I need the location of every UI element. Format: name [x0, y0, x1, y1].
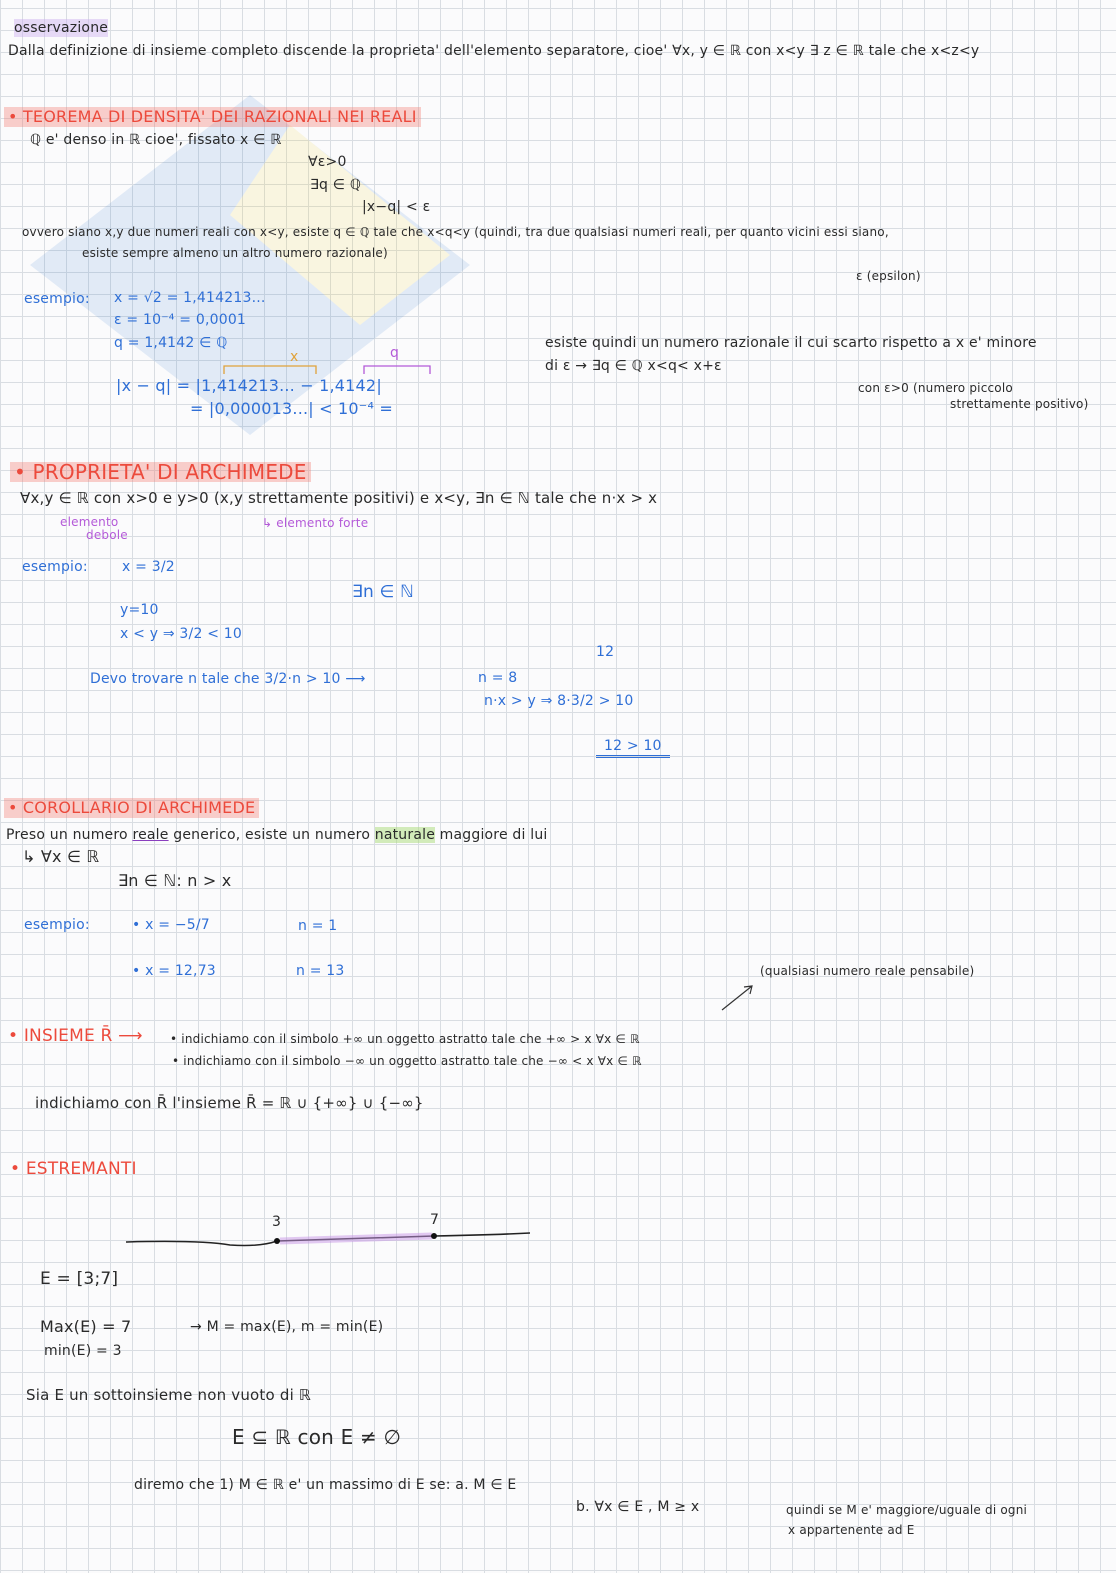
- densita-ovvero: ovvero siano x,y due numeri reali con x<y, esiste q ∈ ℚ tale che x<q<y (quindi, tra due qualsiasi numeri reali, per quanto vicini essi siano,: [22, 225, 889, 239]
- example-line: = |0,000013...| < 10⁻⁴ =: [190, 399, 393, 418]
- point-3: [274, 1238, 280, 1244]
- estremanti-line: min(E) = 3: [44, 1343, 122, 1359]
- number-line-label: 3: [272, 1214, 282, 1230]
- insieme-line: • indichiamo con il simbolo −∞ un oggetto astratto tale che −∞ < x ∀x ∈ ℝ: [172, 1054, 642, 1068]
- estremanti-line: b. ∀x ∈ E , M ≥ x: [576, 1499, 700, 1515]
- estremanti-line: E ⊆ ℝ con E ≠ ∅: [232, 1425, 402, 1449]
- arrow-icon: [718, 982, 758, 1014]
- note-qualsiasi: (qualsiasi numero reale pensabile): [760, 964, 975, 978]
- heading-estremanti: • ESTREMANTI: [10, 1159, 137, 1179]
- densita-line: ∃q ∈ ℚ: [310, 177, 362, 193]
- heading-densita: • TEOREMA DI DENSITA' DEI RAZIONALI NEI REALI: [4, 107, 421, 127]
- example-line: n·x > y ⇒ 8·3/2 > 10: [484, 693, 634, 709]
- example-line: n = 8: [478, 670, 518, 686]
- corollario-text: [6, 826, 548, 844]
- estremanti-line: → M = max(E), m = min(E): [190, 1319, 384, 1335]
- heading-archimede: • PROPRIETA' DI ARCHIMEDE: [10, 462, 311, 482]
- estremanti-line: Max(E) = 7: [40, 1317, 132, 1336]
- estremanti-line: diremo che 1) M ∈ ℝ e' un massimo di E se: a. M ∈ E: [134, 1477, 517, 1493]
- example-line: n = 1: [298, 918, 338, 934]
- number-line-label: 7: [430, 1212, 440, 1228]
- section-title-osservazione: osservazione: [14, 20, 109, 36]
- text: maggiore di lui: [435, 827, 548, 843]
- brace-label-q: q: [390, 345, 400, 361]
- estremanti-note: x appartenente ad E: [788, 1523, 915, 1537]
- densita-line: ∀ε>0: [308, 154, 347, 170]
- example-line: 12: [596, 644, 615, 660]
- estremanti-note: quindi se M e' maggiore/uguale di ogni: [786, 1503, 1028, 1517]
- estremanti-line: Sia E un sottoinsieme non vuoto di ℝ: [26, 1386, 311, 1404]
- example-line: x = √2 = 1,414213...: [114, 290, 266, 306]
- corollario-line: ↳ ∀x ∈ ℝ: [22, 847, 100, 866]
- example-line: x = 3/2: [122, 559, 175, 575]
- number-line: [120, 1205, 540, 1255]
- example-line: n = 13: [296, 963, 345, 979]
- insieme-def: indichiamo con R̄ l'insieme R̄ = ℝ ∪ {+∞} ∪ {−∞}: [35, 1094, 424, 1112]
- example-line: Devo trovare n tale che 3/2·n > 10 ⟶: [90, 671, 366, 687]
- example-line: ∃n ∈ ℕ: [352, 582, 414, 602]
- example-line: |x − q| = |1,414213... − 1,4142|: [116, 376, 382, 395]
- example-line: • x = 12,73: [132, 963, 216, 979]
- text: Preso un numero: [6, 827, 133, 843]
- insieme-line: • indichiamo con il simbolo +∞ un oggetto astratto tale che +∞ > x ∀x ∈ ℝ: [170, 1032, 640, 1046]
- conclusion-line: strettamente positivo): [950, 397, 1089, 411]
- densita-ovvero: esiste sempre almeno un altro numero razionale): [82, 246, 388, 260]
- epsilon-note: ε (epsilon): [856, 269, 921, 283]
- example-line: x < y ⇒ 3/2 < 10: [120, 626, 243, 642]
- densita-line: |x−q| < ε: [362, 199, 431, 215]
- conclusion-line: con ε>0 (numero piccolo: [858, 381, 1013, 395]
- densita-line: ℚ e' denso in ℝ cioe', fissato x ∈ ℝ: [30, 132, 282, 148]
- example-label: esempio:: [22, 559, 88, 575]
- osservazione-text: Dalla definizione di insieme completo discende la proprieta' dell'elemento separatore, cioe' ∀x, y ∈ ℝ con x<y ∃ z ∈ ℝ tale che x<z<y: [8, 43, 980, 59]
- example-line: • x = −5/7: [132, 917, 210, 933]
- highlight-reale: reale: [132, 827, 169, 843]
- example-label: esempio:: [24, 917, 90, 933]
- heading-corollario: • COROLLARIO DI ARCHIMEDE: [4, 798, 259, 818]
- conclusion-line: di ε → ∃q ∈ ℚ x<q< x+ε: [545, 358, 722, 374]
- annotation-weak: debole: [86, 528, 128, 542]
- conclusion-line: esiste quindi un numero razionale il cui scarto rispetto a x e' minore: [545, 335, 1037, 351]
- text: generico, esiste un numero: [168, 827, 375, 843]
- braces: [220, 360, 440, 376]
- example-label: esempio:: [24, 291, 90, 307]
- highlight-naturale: naturale: [374, 827, 436, 843]
- point-7: [431, 1233, 437, 1239]
- example-result: 12 > 10: [596, 737, 670, 758]
- example-line: y=10: [120, 602, 159, 618]
- corollario-line: ∃n ∈ ℕ: n > x: [118, 871, 232, 890]
- annotation-weak: elemento: [60, 515, 119, 529]
- estremanti-line: E = [3;7]: [40, 1269, 119, 1289]
- annotation-strong: ↳ elemento forte: [262, 516, 369, 530]
- archimede-statement: ∀x,y ∈ ℝ con x>0 e y>0 (x,y strettamente positivi) e x<y, ∃n ∈ ℕ tale che n·x > x: [20, 489, 658, 507]
- example-line: ε = 10⁻⁴ = 0,0001: [114, 312, 247, 328]
- example-line: q = 1,4142 ∈ ℚ: [114, 335, 228, 351]
- heading-insieme: • INSIEME R̄ ⟶: [8, 1026, 143, 1046]
- brace-label-x: x: [290, 349, 299, 365]
